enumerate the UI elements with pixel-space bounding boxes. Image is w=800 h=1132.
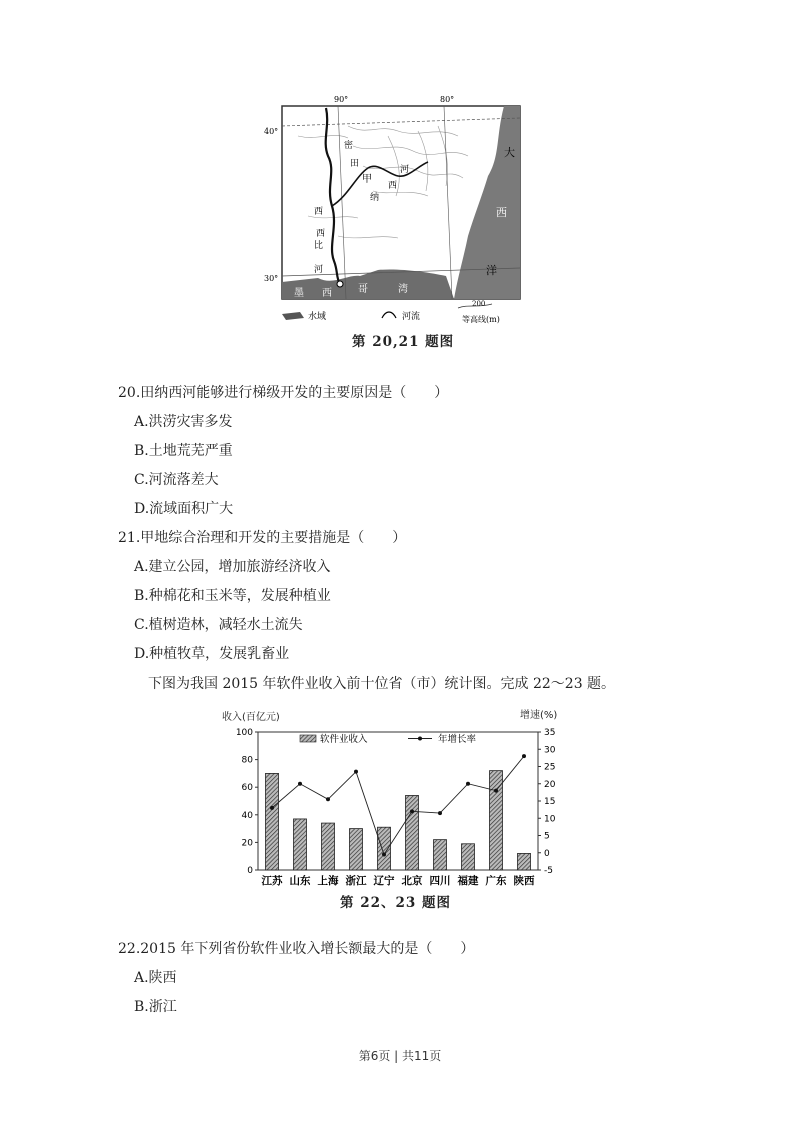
y2-axis-title: 增速(%) (520, 710, 558, 721)
bar (350, 829, 363, 870)
map-label-xi5: 西 (316, 229, 326, 239)
q20-option-b: B.土地荒芜严重 (134, 443, 233, 459)
legend-line-label: 年增长率 (438, 734, 477, 745)
map-label-tian: 田 (350, 159, 360, 169)
map-label-jia: 甲 (362, 174, 372, 185)
map-label-yang: 洋 (486, 264, 497, 277)
growth-point (438, 811, 442, 815)
growth-point (298, 782, 302, 786)
map-caption: 第 20,21 题图 (352, 334, 455, 350)
y-axis-title: 收入(百亿元) (222, 712, 280, 723)
growth-point (382, 852, 386, 856)
growth-point (466, 782, 470, 786)
legend-river: 河流 (402, 312, 421, 322)
q21-option-b: B.种棉花和玉米等，发展种植业 (134, 588, 331, 604)
q22-option-a: A.陕西 (134, 970, 177, 986)
map-label-mi: 密 (344, 141, 354, 151)
bar (518, 853, 531, 870)
bar (322, 823, 335, 870)
y2-tick-label: 15 (544, 797, 556, 807)
y-tick-label: 100 (235, 728, 253, 738)
y2-tick-label: 25 (544, 762, 556, 773)
bar (378, 827, 391, 870)
q21-option-a: A.建立公园，增加旅游经济收入 (134, 559, 331, 575)
q20-option-a: A.洪涝灾害多发 (134, 414, 233, 430)
growth-point (354, 770, 358, 774)
x-tick-label: 福建 (457, 875, 479, 887)
x-tick-label: 北京 (401, 875, 423, 887)
map-drawing (264, 95, 524, 332)
q22-option-b: B.浙江 (134, 999, 177, 1015)
q21-stem: 21.甲地综合治理和开发的主要措施是（ ） (118, 530, 407, 546)
y-tick-label: 60 (241, 783, 253, 794)
map-label-xi: 西 (496, 206, 507, 219)
legend-bar-swatch (300, 735, 316, 742)
x-tick-label: 浙江 (345, 875, 367, 887)
growth-line (272, 756, 524, 854)
map-label-he2: 河 (314, 265, 324, 275)
q22-stem: 22.2015 年下列省份软件业收入增长额最大的是（ ） (118, 941, 475, 957)
lon-label-90: 90° (334, 95, 349, 104)
bar (294, 819, 307, 870)
bar (406, 795, 419, 870)
page-footer: 第6页 | 共11页 (358, 1049, 442, 1063)
growth-point (270, 806, 274, 810)
lat-label-40: 40° (264, 127, 279, 136)
x-tick-label: 陕西 (513, 875, 535, 887)
q20-stem: 20.田纳西河能够进行梯级开发的主要原因是（ ） (118, 385, 449, 401)
y2-tick-label: 10 (544, 814, 556, 825)
growth-point (494, 789, 498, 793)
y2-tick-label: 0 (544, 848, 550, 859)
map-label-na: 纳 (370, 193, 380, 203)
y2-tick-label: 35 (544, 728, 556, 738)
y2-tick-label: 5 (544, 831, 550, 842)
growth-point (522, 754, 526, 758)
bar (434, 840, 447, 870)
map-label-ge: 哥 (358, 284, 368, 295)
bar (462, 844, 475, 870)
section-intro: 下图为我国 2015 年软件业收入前十位省（市）统计图。完成 22～23 题。 (148, 676, 616, 692)
legend-water: 水域 (308, 312, 327, 322)
q20-option-d: D.流域面积广大 (134, 501, 234, 517)
x-tick-label: 江苏 (261, 875, 283, 887)
q20-option-c: C.河流落差大 (134, 472, 219, 488)
map-label-xi4: 西 (314, 207, 324, 217)
legend-river-icon (382, 312, 396, 318)
y2-tick-label: 30 (544, 745, 556, 756)
x-tick-label: 上海 (317, 875, 339, 887)
x-tick-label: 广东 (485, 875, 507, 887)
map-label-bi: 比 (314, 241, 324, 251)
chart-container (220, 700, 580, 890)
legend-line-marker (418, 737, 422, 741)
x-tick-label: 四川 (429, 875, 451, 887)
x-tick-label: 辽宁 (373, 875, 395, 887)
legend-contour-value: 200 (472, 300, 486, 308)
q21-option-c: C.植树造林，减轻水土流失 (134, 617, 303, 633)
legend-bar-label: 软件业收入 (320, 734, 368, 745)
y-tick-label: 20 (241, 838, 253, 849)
y2-tick-label: 20 (544, 779, 556, 790)
legend-water-icon (282, 312, 304, 320)
growth-point (326, 797, 330, 801)
y-tick-label: 40 (241, 810, 253, 821)
map-label-xi2: 西 (322, 288, 332, 299)
chart-caption: 第 22、23 题图 (340, 895, 451, 911)
lon-label-80: 80° (440, 95, 455, 104)
x-tick-label: 山东 (289, 875, 311, 887)
q21-option-d: D.种植牧草，发展乳畜业 (134, 646, 290, 662)
growth-point (410, 809, 414, 813)
legend-contour: 等高线(m) (462, 315, 500, 324)
map-figure (264, 95, 524, 332)
y-tick-label: 80 (241, 755, 253, 766)
map-label-wan: 湾 (398, 284, 408, 295)
y2-tick-label: -5 (544, 866, 553, 876)
map-label-da: 大 (504, 146, 515, 159)
bar (266, 773, 279, 870)
lat-label-30: 30° (264, 274, 279, 283)
y-tick-label: 0 (247, 866, 253, 876)
map-label-mo: 墨 (294, 288, 304, 299)
software-revenue-chart (220, 700, 580, 890)
map-label-he: 河 (400, 165, 410, 175)
map-label-xi3: 西 (388, 181, 398, 191)
